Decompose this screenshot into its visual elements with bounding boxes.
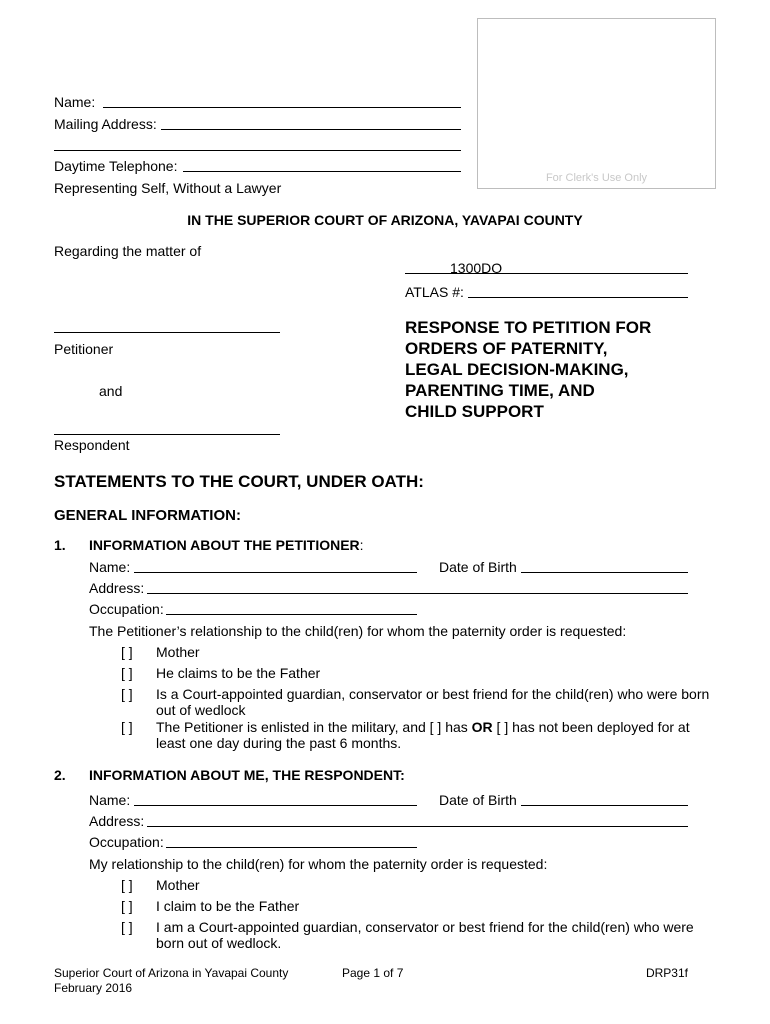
petitioner-dob-label: Date of Birth — [439, 559, 517, 575]
option-guardian: I am a Court-appointed guardian, conservator or best friend for the child(ren) who were — [156, 919, 694, 935]
clerk-use-label: For Clerk's Use Only — [545, 172, 648, 184]
checkbox-petitioner-father[interactable]: [ ] — [121, 665, 133, 681]
section2-title: INFORMATION ABOUT ME, THE RESPONDENT: — [89, 767, 405, 783]
name-label: Name: — [54, 94, 96, 110]
general-heading: GENERAL INFORMATION: — [54, 507, 241, 524]
respondent-relationship-text: My relationship to the child(ren) for whom the paternity order is requested: — [89, 856, 548, 872]
respondent-line[interactable] — [54, 434, 280, 435]
clerk-use-box — [477, 18, 716, 189]
checkbox-petitioner-military[interactable]: [ ] — [121, 719, 133, 735]
mailing-address-label: Mailing Address: — [54, 116, 157, 132]
respondent-label: Respondent — [54, 437, 130, 453]
military-text-b: [ ] has not been deployed for at — [492, 719, 690, 735]
military-text — [156, 719, 690, 735]
petitioner-address-line[interactable] — [147, 593, 688, 594]
petitioner-line[interactable] — [54, 332, 280, 333]
petitioner-occupation-label: Occupation: — [89, 601, 164, 617]
option-guardian-cont: born out of wedlock. — [156, 935, 282, 951]
checkbox-petitioner-guardian[interactable]: [ ] — [121, 686, 133, 702]
court-title: IN THE SUPERIOR COURT OF ARIZONA, YAVAPAI COUNTY — [187, 212, 583, 228]
document-title-line: ORDERS OF PATERNITY, — [405, 339, 608, 358]
document-title-line: LEGAL DECISION-MAKING, — [405, 360, 629, 379]
option-mother: Mother — [156, 877, 200, 893]
regarding-text: Regarding the matter of — [54, 243, 202, 259]
respondent-name-line[interactable] — [134, 805, 417, 806]
section2-number: 2. — [54, 767, 66, 783]
petitioner-label: Petitioner — [54, 341, 114, 357]
section1-title — [89, 537, 364, 553]
option-mother: Mother — [156, 644, 200, 660]
petitioner-name-label: Name: — [89, 559, 131, 575]
checkbox-respondent-mother[interactable]: [ ] — [121, 877, 133, 893]
respondent-occupation-label: Occupation: — [89, 834, 164, 850]
petitioner-occupation-line[interactable] — [166, 614, 417, 615]
footer-court: Superior Court of Arizona in Yavapai County — [54, 966, 289, 980]
respondent-address-label: Address: — [89, 813, 145, 829]
respondent-dob-line[interactable] — [521, 805, 688, 806]
case-number: 1300DO — [450, 260, 503, 276]
document-title — [405, 317, 651, 422]
respondent-occupation-line[interactable] — [166, 847, 417, 848]
option-father: He claims to be the Father — [156, 665, 321, 681]
footer-code: DRP31f — [645, 966, 688, 980]
petitioner-relationship-text: The Petitioner’s relationship to the child(ren) for whom the paternity order is requested: — [89, 623, 627, 639]
option-guardian: Is a Court-appointed guardian, conservator or best friend for the child(ren) who were born — [156, 686, 710, 702]
petitioner-name-line[interactable] — [134, 572, 417, 573]
military-text-a: The Petitioner is enlisted in the military, and [ ] has — [156, 719, 472, 735]
petitioner-dob-line[interactable] — [521, 572, 688, 573]
respondent-dob-label: Date of Birth — [439, 792, 517, 808]
section1-title-text: INFORMATION ABOUT THE PETITIONER — [89, 537, 360, 553]
representing-text: Representing Self, Without a Lawyer — [54, 180, 282, 196]
atlas-line[interactable] — [468, 297, 688, 298]
checkbox-respondent-father[interactable]: [ ] — [121, 898, 133, 914]
document-title-line: CHILD SUPPORT — [405, 402, 544, 421]
document-title-line: PARENTING TIME, AND — [405, 381, 595, 400]
option-guardian-cont: out of wedlock — [156, 702, 246, 718]
petitioner-address-label: Address: — [89, 580, 145, 596]
mailing-address-line[interactable] — [161, 129, 461, 130]
phone-line[interactable] — [183, 171, 461, 172]
case-number-line[interactable] — [405, 273, 688, 274]
atlas-label: ATLAS #: — [405, 284, 464, 300]
section1-title-colon: : — [359, 537, 364, 553]
mailing-address-line-2[interactable] — [54, 150, 461, 151]
and-text: and — [99, 383, 123, 399]
footer-page: Page 1 of 7 — [342, 966, 404, 980]
section1-number: 1. — [54, 537, 66, 553]
phone-label: Daytime Telephone: — [54, 158, 178, 174]
statements-heading: STATEMENTS TO THE COURT, UNDER OATH: — [54, 472, 424, 491]
footer-date: February 2016 — [54, 981, 133, 995]
respondent-name-label: Name: — [89, 792, 131, 808]
option-father: I claim to be the Father — [156, 898, 300, 914]
document-title-line: RESPONSE TO PETITION FOR — [405, 318, 652, 337]
respondent-address-line[interactable] — [147, 826, 688, 827]
name-line[interactable] — [103, 107, 461, 108]
checkbox-respondent-guardian[interactable]: [ ] — [121, 919, 133, 935]
military-text-cont: least one day during the past 6 months. — [156, 735, 402, 751]
military-or: OR — [471, 719, 493, 735]
checkbox-petitioner-mother[interactable]: [ ] — [121, 644, 133, 660]
